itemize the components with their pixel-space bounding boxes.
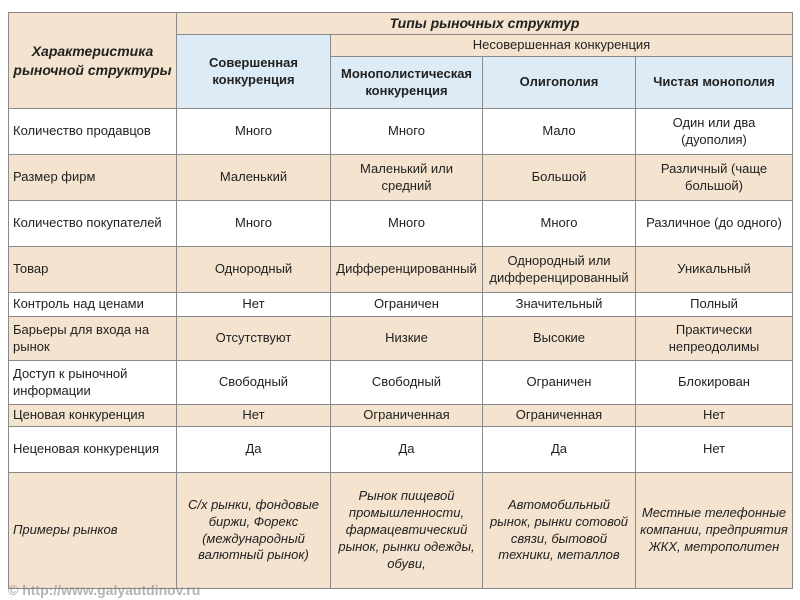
cell-monopolistic: Низкие <box>331 317 483 361</box>
cell-perfect: Много <box>177 201 331 247</box>
corner-header: Характеристика рыночной структуры <box>9 13 177 109</box>
cell-perfect: Свободный <box>177 361 331 405</box>
imperfect-competition-header: Несовершенная конкуренция <box>331 35 793 57</box>
table-row <box>9 427 793 473</box>
oligopoly-header: Олигополия <box>483 57 636 109</box>
table-row <box>9 201 793 247</box>
table-row <box>9 247 793 293</box>
table-row <box>9 109 793 155</box>
cell-monopoly: Нет <box>636 405 793 427</box>
cell-oligopoly: Автомобильный рынок, рынки сотовой связи, бытовой техники, металлов <box>483 473 636 589</box>
cell-oligopoly: Высокие <box>483 317 636 361</box>
cell-oligopoly: Да <box>483 427 636 473</box>
cell-monopolistic: Ограниченная <box>331 405 483 427</box>
header-row-1 <box>9 13 793 35</box>
cell-oligopoly: Однородный или дифференцированный <box>483 247 636 293</box>
row-label: Количество продавцов <box>9 109 177 155</box>
cell-perfect: Много <box>177 109 331 155</box>
row-label: Ценовая конкуренция <box>9 405 177 427</box>
cell-monopolistic: Дифференцированный <box>331 247 483 293</box>
table-row <box>9 405 793 427</box>
cell-monopoly: Уникальный <box>636 247 793 293</box>
cell-monopoly: Нет <box>636 427 793 473</box>
row-label: Доступ к рыночной информации <box>9 361 177 405</box>
table-row <box>9 473 793 589</box>
cell-oligopoly: Ограниченная <box>483 405 636 427</box>
row-label: Товар <box>9 247 177 293</box>
cell-perfect: Да <box>177 427 331 473</box>
row-label: Контроль над ценами <box>9 293 177 317</box>
cell-perfect: Однородный <box>177 247 331 293</box>
perfect-competition-header: Совершенная конкуренция <box>177 35 331 109</box>
row-label: Примеры рынков <box>9 473 177 589</box>
cell-oligopoly: Ограничен <box>483 361 636 405</box>
cell-perfect: Маленький <box>177 155 331 201</box>
row-label: Количество покупателей <box>9 201 177 247</box>
market-structures-table <box>8 12 793 589</box>
cell-perfect: Нет <box>177 293 331 317</box>
cell-monopoly: Блокирован <box>636 361 793 405</box>
row-label: Барьеры для входа на рынок <box>9 317 177 361</box>
cell-perfect: Нет <box>177 405 331 427</box>
table-row <box>9 361 793 405</box>
cell-monopoly: Различное (до одного) <box>636 201 793 247</box>
cell-monopoly: Практически непреодолимы <box>636 317 793 361</box>
monopolistic-competition-header: Монополистическая конкуренция <box>331 57 483 109</box>
monopoly-header: Чистая монополия <box>636 57 793 109</box>
row-label: Неценовая конкуренция <box>9 427 177 473</box>
table-row <box>9 293 793 317</box>
cell-perfect: Отсутствуют <box>177 317 331 361</box>
cell-monopoly: Различный (чаще большой) <box>636 155 793 201</box>
cell-monopoly: Полный <box>636 293 793 317</box>
cell-monopolistic: Маленький или средний <box>331 155 483 201</box>
cell-monopolistic: Много <box>331 109 483 155</box>
table-row <box>9 155 793 201</box>
cell-oligopoly: Много <box>483 201 636 247</box>
table-row <box>9 317 793 361</box>
cell-oligopoly: Значительный <box>483 293 636 317</box>
cell-monopolistic: Свободный <box>331 361 483 405</box>
cell-monopolistic: Рынок пищевой промышленности, фармацевтический рынок, рынки одежды, обуви, <box>331 473 483 589</box>
row-label: Размер фирм <box>9 155 177 201</box>
cell-oligopoly: Мало <box>483 109 636 155</box>
cell-monopoly: Местные телефонные компании, предприятия ЖКХ, метрополитен <box>636 473 793 589</box>
cell-oligopoly: Большой <box>483 155 636 201</box>
cell-perfect: С/х рынки, фондовые биржи, Форекс (международный валютный рынок) <box>177 473 331 589</box>
cell-monopolistic: Да <box>331 427 483 473</box>
cell-monopolistic: Ограничен <box>331 293 483 317</box>
watermark: © http://www.galyautdinov.ru <box>8 582 201 598</box>
types-header: Типы рыночных структур <box>177 13 793 35</box>
cell-monopoly: Один или два (дуополия) <box>636 109 793 155</box>
cell-monopolistic: Много <box>331 201 483 247</box>
